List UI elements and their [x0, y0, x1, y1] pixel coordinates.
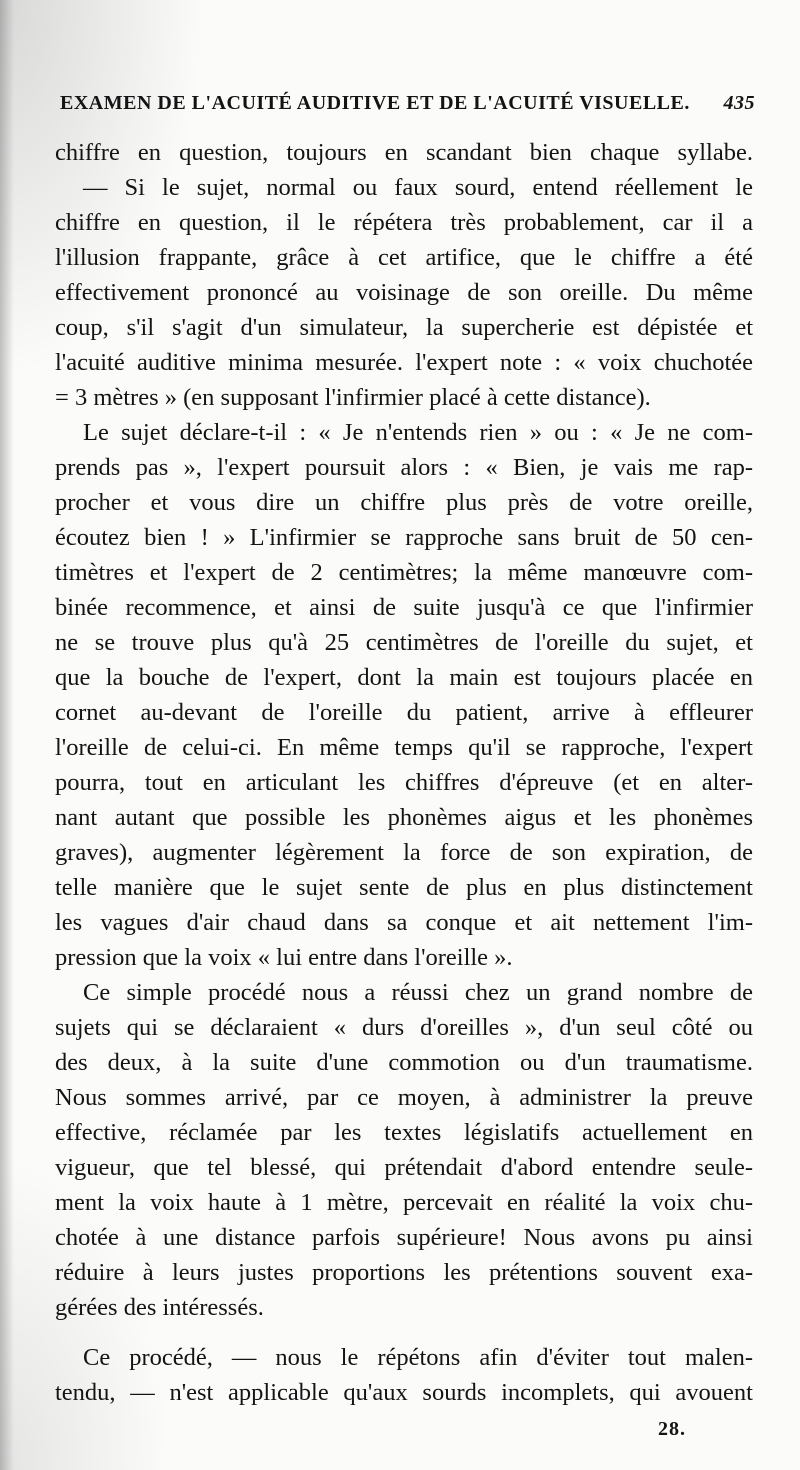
- text-line: l'acuité auditive minima mesurée. l'expert note : « voix chuchotée: [55, 349, 753, 376]
- text-line: l'illusion frappante, grâce à cet artifice, que le chiffre a été: [55, 244, 753, 271]
- text-line: Nous sommes arrivé, par ce moyen, à administrer la preuve: [55, 1084, 753, 1111]
- page-number: 435: [723, 92, 755, 114]
- text-line: pourra, tout en articulant les chiffres d'épreuve (et en alter-: [55, 769, 753, 796]
- text-line: que la bouche de l'expert, dont la main est toujours placée en: [55, 664, 753, 691]
- running-title: EXAMEN DE L'ACUITÉ AUDITIVE ET DE L'ACUITÉ VISUELLE.: [60, 92, 690, 114]
- text-line: ne se trouve plus qu'à 25 centimètres de l'oreille du sujet, et: [55, 629, 753, 656]
- text-line: les vagues d'air chaud dans sa conque et ait nettement l'im-: [55, 909, 753, 936]
- text-line: chotée à une distance parfois supérieure! Nous avons pu ainsi: [55, 1224, 753, 1251]
- text-line: ment la voix haute à 1 mètre, percevait en réalité la voix chu-: [55, 1189, 753, 1216]
- text-line: timètres et l'expert de 2 centimètres; la même manœuvre com-: [55, 559, 753, 586]
- text-line: sujets qui se déclaraient « durs d'oreilles », d'un seul côté ou: [55, 1014, 753, 1041]
- text-line: Ce simple procédé nous a réussi chez un grand nombre de: [83, 979, 753, 1006]
- text-line: effective, réclamée par les textes législatifs actuellement en: [55, 1119, 753, 1146]
- text-line: pression que la voix « lui entre dans l'oreille ».: [55, 944, 513, 971]
- text-line: — Si le sujet, normal ou faux sourd, entend réellement le: [83, 174, 753, 201]
- text-line: réduire à leurs justes proportions les prétentions souvent exa-: [55, 1259, 753, 1286]
- text-line: des deux, à la suite d'une commotion ou d'un traumatisme.: [55, 1049, 753, 1076]
- text-line: coup, s'il s'agit d'un simulateur, la supercherie est dépistée et: [55, 314, 753, 341]
- text-line: écoutez bien ! » L'infirmier se rapproche sans bruit de 50 cen-: [55, 524, 753, 551]
- text-line: telle manière que le sujet sente de plus en plus distinctement: [55, 874, 753, 901]
- text-line: = 3 mètres » (en supposant l'infirmier placé à cette distance).: [55, 384, 651, 411]
- text-line: l'oreille de celui-ci. En même temps qu'il se rapproche, l'expert: [55, 734, 753, 761]
- text-line: gérées des intéressés.: [55, 1294, 264, 1321]
- signature-mark: 28.: [658, 1418, 686, 1440]
- text-line: effectivement prononcé au voisinage de son oreille. Du même: [55, 279, 753, 306]
- text-line: procher et vous dire un chiffre plus près de votre oreille,: [55, 489, 753, 516]
- running-header: [60, 92, 755, 122]
- text-line: cornet au-devant de l'oreille du patient, arrive à effleurer: [55, 699, 753, 726]
- page-edge-shadow: [0, 0, 14, 1470]
- text-line: prends pas », l'expert poursuit alors : « Bien, je vais me rap-: [55, 454, 753, 481]
- text-line: Le sujet déclare-t-il : « Je n'entends rien » ou : « Je ne com-: [83, 419, 753, 446]
- text-line: Ce procédé, — nous le répétons afin d'éviter tout malen-: [83, 1344, 753, 1371]
- text-line: graves), augmenter légèrement la force de son expiration, de: [55, 839, 753, 866]
- text-line: chiffre en question, toujours en scandant bien chaque syllabe.: [55, 139, 753, 166]
- text-line: binée recommence, et ainsi de suite jusqu'à ce que l'infirmier: [55, 594, 753, 621]
- text-line: vigueur, que tel blessé, qui prétendait d'abord entendre seule-: [55, 1154, 753, 1181]
- text-line: nant autant que possible les phonèmes aigus et les phonèmes: [55, 804, 753, 831]
- text-line: tendu, — n'est applicable qu'aux sourds incomplets, qui avouent: [55, 1379, 753, 1406]
- text-line: chiffre en question, il le répétera très probablement, car il a: [55, 209, 753, 236]
